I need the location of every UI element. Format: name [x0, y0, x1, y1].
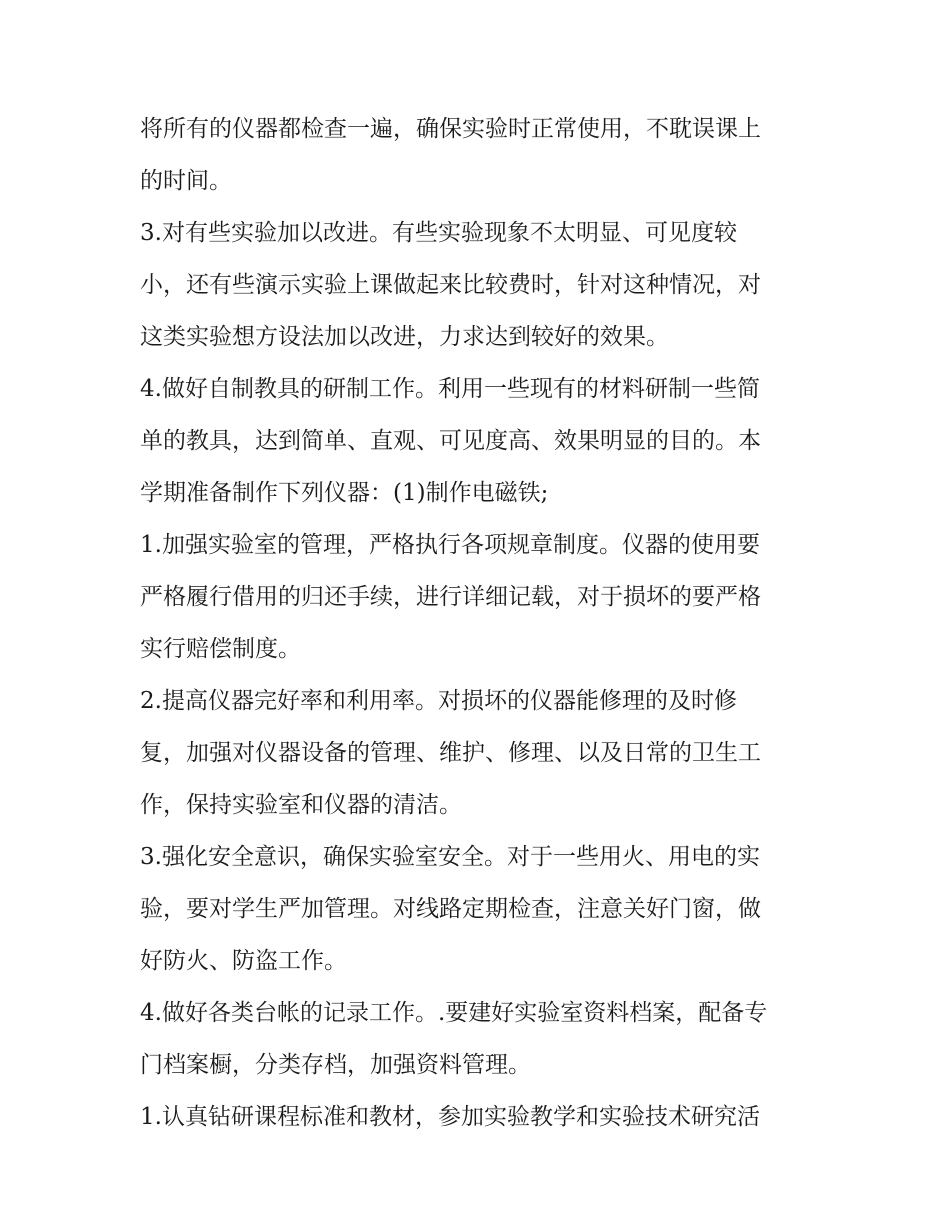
- text-line: 4.做好各类台帐的记录工作。.要建好实验室资料档案，配备专: [140, 1000, 768, 1026]
- text-line: 好防火、防盗工作。: [140, 948, 347, 974]
- text-line: 4.做好自制教具的研制工作。利用一些现有的材料研制一些简: [140, 376, 760, 402]
- text-line: 这类实验想方设法加以改进，力求达到较好的效果。: [140, 324, 669, 350]
- text-line: 作，保持实验室和仪器的清洁。: [140, 792, 462, 818]
- text-line: 严格履行借用的归还手续，进行详细记载，对于损坏的要严格: [140, 584, 761, 610]
- text-line: 门档案橱，分类存档，加强资料管理。: [140, 1052, 531, 1078]
- text-line: 实行赔偿制度。: [140, 636, 301, 662]
- text-line: 单的教具，达到简单、直观、可见度高、效果明显的目的。本: [140, 428, 761, 454]
- text-line: 复，加强对仪器设备的管理、维护、修理、以及日常的卫生工: [140, 740, 761, 766]
- text-line: 的时间。: [140, 168, 232, 194]
- text-line: 学期准备制作下列仪器：(1)制作电磁铁;: [140, 480, 549, 506]
- body-text: [140, 103, 820, 1143]
- text-line: 2.提高仪器完好率和利用率。对损坏的仪器能修理的及时修: [140, 688, 737, 714]
- text-line: 3.强化安全意识，确保实验室安全。对于一些用火、用电的实: [140, 844, 760, 870]
- text-line: 1.加强实验室的管理，严格执行各项规章制度。仪器的使用要: [140, 532, 760, 558]
- text-line: 小，还有些演示实验上课做起来比较费时，针对这种情况，对: [140, 272, 761, 298]
- text-line: 3.对有些实验加以改进。有些实验现象不太明显、可见度较: [140, 220, 737, 246]
- text-line: 将所有的仪器都检查一遍，确保实验时正常使用，不耽误课上: [140, 116, 761, 142]
- text-line: 验，要对学生严加管理。对线路定期检查，注意关好门窗，做: [140, 896, 761, 922]
- text-line: 1.认真钻研课程标准和教材，参加实验教学和实验技术研究活: [140, 1104, 760, 1130]
